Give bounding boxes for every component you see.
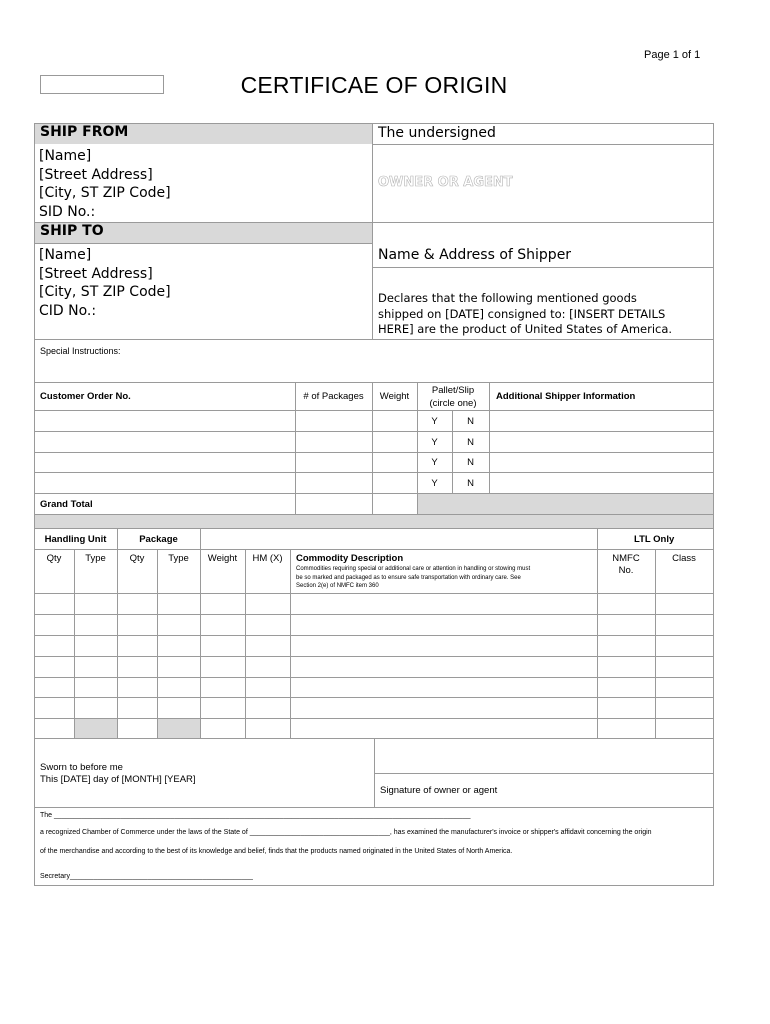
chamber-line-3: of the merchandise and according to the best of its knowledge and belief, finds that the products named originated in the United States of North America.	[40, 848, 513, 855]
slip-no[interactable]: N	[467, 416, 474, 427]
slip-no[interactable]: N	[467, 478, 474, 489]
pallet-yes[interactable]: Y	[431, 457, 438, 468]
pallet-yes[interactable]: Y	[431, 437, 438, 448]
commodity-description-cell	[296, 553, 596, 591]
document-title-text: CERTIFICAE OF ORIGIN	[240, 72, 508, 98]
commodity-note-line-1: Commodities requiring special or additional care or attention in handling or stowing must	[296, 566, 531, 572]
ship-from-street[interactable]: [Street Address]	[39, 166, 153, 183]
slip-no[interactable]: N	[467, 437, 474, 448]
page-number: Page 1 of 1	[644, 49, 701, 61]
col-pallet-line-1: Pallet/Slip	[431, 385, 475, 396]
ship-to-cid[interactable]: CID No.:	[39, 302, 97, 319]
ship-from-header: SHIP FROM	[40, 124, 129, 140]
pallet-yes[interactable]: Y	[431, 416, 438, 427]
col-nmfc	[597, 553, 655, 577]
ship-from-sid[interactable]: SID No.:	[39, 203, 96, 220]
ship-from-city[interactable]: [City, ST ZIP Code]	[39, 185, 171, 201]
declaration-line-2: shipped on [DATE] consigned to: [INSERT DETAILS	[378, 306, 666, 321]
ship-from-name[interactable]: [Name]	[39, 148, 92, 164]
col-hu-qty: Qty	[46, 553, 62, 564]
col-additional-info: Additional Shipper Information	[496, 391, 636, 402]
col-packages: # of Packages	[303, 391, 364, 402]
owner-agent-field[interactable]: OWNER OR AGENT	[378, 175, 513, 190]
ship-to-street[interactable]: [Street Address]	[39, 265, 153, 282]
ship-to-name[interactable]: [Name]	[39, 247, 92, 263]
col-pallet-line-2: (circle one)	[429, 398, 477, 409]
ltl-only-header: LTL Only	[634, 534, 675, 545]
grand-total-label: Grand Total	[40, 499, 93, 510]
sworn-statement	[40, 762, 196, 786]
commodity-note	[296, 565, 596, 591]
slip-no[interactable]: N	[467, 457, 474, 468]
col-commodity-description: Commodity Description	[296, 553, 404, 564]
col-weight: Weight	[379, 391, 410, 402]
ship-to-address	[39, 246, 171, 320]
col-customer-order: Customer Order No.	[40, 391, 131, 402]
ship-to-header: SHIP TO	[40, 223, 104, 239]
col-nmfc-line-2: No.	[618, 565, 634, 576]
ship-to-city[interactable]: [City, ST ZIP Code]	[39, 284, 171, 300]
col-hu-type: Type	[85, 553, 106, 564]
shipper-name-label[interactable]: Name & Address of Shipper	[378, 247, 572, 263]
chamber-line-1[interactable]: The ___________________________________________________________________________________________________________	[40, 812, 471, 819]
ship-from-address	[39, 147, 171, 221]
col-pallet-slip	[417, 384, 489, 410]
col-class: Class	[672, 553, 696, 564]
chamber-line-2[interactable]: a recognized Chamber of Commerce under the laws of the State of ____________________________________, has examined the manufacturer's invoice or shipper's affidavit concerning the origin	[40, 829, 652, 836]
signature-label[interactable]: Signature of owner or agent	[380, 785, 498, 796]
col-hazmat: HM (X)	[252, 553, 283, 564]
col-weight: Weight	[207, 553, 238, 564]
package-header: Package	[139, 534, 178, 545]
commodity-note-line-3: Section 2(e) of NMFC item 360	[296, 583, 379, 589]
commodity-note-line-2: be so marked and packaged as to ensure safe transportation with ordinary care. See	[296, 574, 521, 581]
col-pkg-qty: Qty	[129, 553, 145, 564]
sworn-line-2[interactable]: This [DATE] day of [MONTH] [YEAR]	[40, 774, 196, 785]
declaration-text	[378, 291, 672, 338]
handling-unit-header: Handling Unit	[44, 534, 107, 545]
secretary-signature-line[interactable]: Secretary_______________________________________________	[40, 873, 253, 880]
declaration-line-1: Declares that the following mentioned goods	[378, 291, 637, 305]
special-instructions-label[interactable]: Special Instructions:	[40, 346, 121, 356]
col-pkg-type: Type	[168, 553, 189, 564]
undersigned-label: The undersigned	[378, 125, 496, 141]
col-nmfc-line-1: NMFC	[612, 553, 640, 564]
declaration-line-3: HERE] are the product of United States of America.	[378, 322, 673, 336]
pallet-yes[interactable]: Y	[431, 478, 438, 489]
sworn-line-1: Sworn to before me	[40, 762, 123, 773]
